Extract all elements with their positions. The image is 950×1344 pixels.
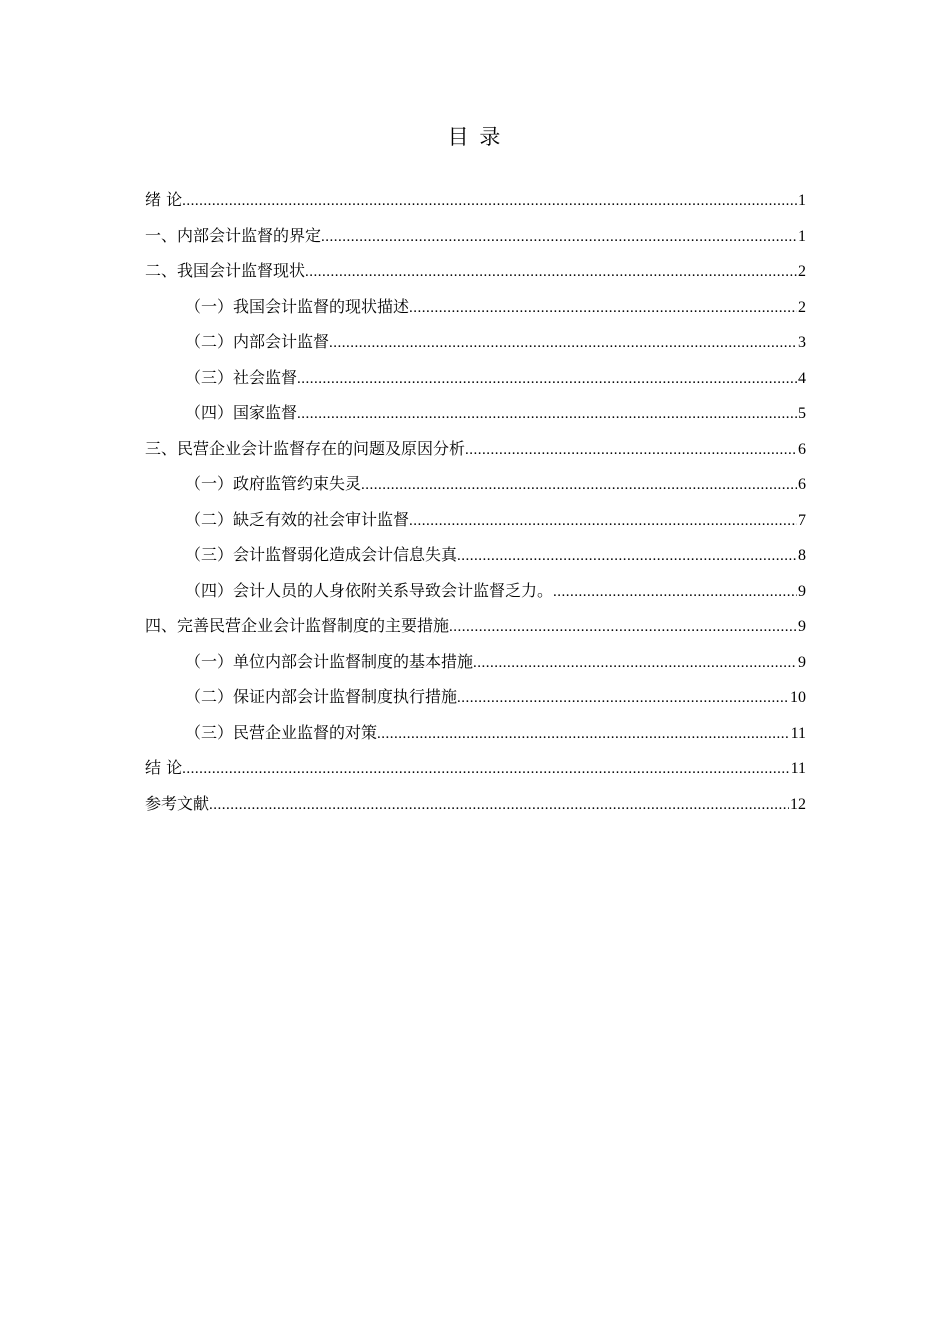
toc-page-number: 11 [790,760,806,777]
toc-page-number: 10 [790,689,806,706]
toc-page-number: 9 [798,582,806,600]
toc-entry-label: 二、我国会计监督现状 [145,261,306,280]
toc-dot-leader [321,220,797,256]
toc-entry-label: 一、内部会计监督的界定 [145,225,322,245]
toc-entry[interactable] [145,466,806,502]
toc-entry[interactable] [145,253,806,289]
toc-entry[interactable] [145,750,806,786]
toc-title: 目 录 [447,125,503,149]
toc-entry[interactable] [145,182,806,218]
toc-entry[interactable] [145,324,806,360]
toc-dot-leader [473,646,797,682]
toc-page-number: 8 [798,547,806,564]
toc-page-number: 12 [790,795,806,813]
toc-entry[interactable] [145,431,806,467]
toc-dot-leader [361,468,797,504]
toc-dot-leader [553,575,797,611]
toc-dot-leader [409,504,797,540]
toc-entry[interactable] [145,679,806,715]
toc-entry[interactable] [145,644,806,680]
toc-entry[interactable] [145,502,806,538]
toc-entry-label: （二）保证内部会计监督制度执行措施 [185,687,458,706]
toc-dot-leader [449,610,797,646]
toc-page-number: 2 [798,298,806,316]
toc-dot-leader [457,539,797,575]
toc-entry-label: 四、完善民营企业会计监督制度的主要措施 [145,616,450,635]
toc-dot-leader [209,788,789,824]
toc-entry-label: 绪 论 [145,190,183,209]
toc-entry-label: （二）内部会计监督 [185,332,330,351]
toc-entry-label: （四）国家监督 [185,403,298,422]
toc-entry[interactable] [145,537,806,573]
toc-dot-leader [182,752,790,788]
toc-page-number: 9 [798,618,806,635]
toc-page-number: 9 [798,653,806,671]
toc-dot-leader [305,255,797,291]
toc-dot-leader [457,681,789,717]
toc-dot-leader [297,397,797,433]
toc-entry-label: 三、民营企业会计监督存在的问题及原因分析 [145,438,466,458]
toc-entry-label: （一）单位内部会计监督制度的基本措施 [185,651,474,671]
toc-dot-leader [329,326,797,362]
toc-entry[interactable] [145,395,806,431]
toc-list [145,182,806,821]
toc-entry-label: （三）民营企业监督的对策 [185,722,378,742]
toc-page-number: 6 [798,440,806,458]
toc-page-number: 5 [798,405,806,422]
toc-page-number: 11 [790,724,806,742]
toc-entry[interactable] [145,360,806,396]
toc-entry[interactable] [145,573,806,609]
toc-dot-leader [377,717,790,753]
toc-entry-label: （一）我国会计监督的现状描述 [185,296,410,316]
toc-page-number: 2 [798,263,806,280]
toc-entry[interactable] [145,289,806,325]
toc-entry[interactable] [145,715,806,751]
toc-entry-label: 参考文献 [145,793,210,813]
toc-page-number: 1 [798,192,806,209]
toc-entry-label: （四）会计人员的人身依附关系导致会计监督乏力。 [185,580,554,600]
toc-entry-label: （三）会计监督弱化造成会计信息失真 [185,545,458,564]
toc-entry-label: （一）政府监管约束失灵 [185,474,362,493]
toc-entry[interactable] [145,786,806,822]
toc-entry-label: （二）缺乏有效的社会审计监督 [185,509,410,529]
toc-dot-leader [297,362,797,398]
toc-page-number: 7 [798,511,806,529]
toc-dot-leader [182,184,797,220]
toc-page-number: 3 [798,334,806,351]
toc-entry-label: （三）社会监督 [185,367,298,387]
toc-entry[interactable] [145,218,806,254]
toc-page-number: 4 [798,369,806,387]
toc-dot-leader [409,291,797,327]
toc-entry[interactable] [145,608,806,644]
toc-entry-label: 结 论 [145,758,183,777]
toc-dot-leader [465,433,797,469]
toc-page-number: 6 [798,476,806,493]
toc-page-number: 1 [798,227,806,245]
